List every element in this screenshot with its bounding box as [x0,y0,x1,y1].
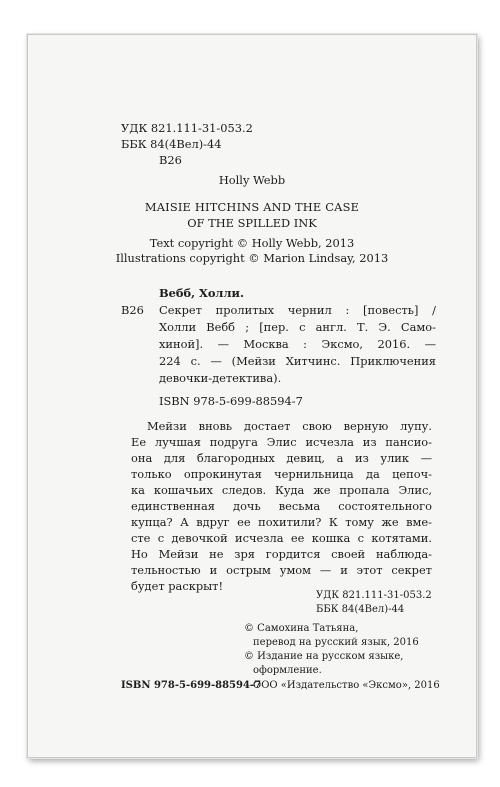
author-code: В26 [159,153,182,167]
catalog-heading: Вебб, Холли. [159,286,244,300]
annotation-line: купца? А вдруг ее похитили? К тому же вме- [131,515,432,529]
catalog-isbn: ISBN 978-5-699-88594-7 [159,394,303,408]
bottom-udk-code: УДК 821.111-31-053.2 [316,590,432,601]
catalog-line: Холли Вебб ; [пер. с англ. Т. Э. Само- [159,320,436,334]
edition-copyright: © Издание на русском языке, [244,651,404,662]
edition-copyright-detail: оформление. [253,665,322,676]
translator-copyright-detail: перевод на русский язык, 2016 [253,637,419,648]
publisher-copyright: ООО «Издательство «Эксмо», 2016 [253,680,440,691]
annotation-line: только опрокинутая чернильница да цепоч- [131,467,432,481]
title-en-line-2: OF THE SPILLED INK [187,216,317,230]
annotation-line: будет раскрыт! [131,579,224,593]
annotation-line: Ее лучшая подруга Элис исчезла из пансио- [131,435,432,449]
illustrations-copyright: Illustrations copyright © Marion Lindsay, 2013 [115,251,389,265]
catalog-code: В26 [121,303,144,317]
annotation-line: сте с девочкой исчезла ее кошка с котятами. [131,531,432,545]
title-en-line-1: MAISIE HITCHINS AND THE CASE [144,200,360,214]
annotation-line: ка кошачьих следов. Куда же пропала Элис, [131,483,432,497]
translator-copyright: © Самохина Татьяна, [244,623,359,634]
udk-code: УДК 821.111-31-053.2 [121,121,253,135]
bbk-code: ББК 84(4Вел)-44 [121,137,222,151]
author-name-en: Holly Webb [218,173,286,187]
annotation-line: тельностью и острым умом — и этот секрет [131,563,432,577]
catalog-line: девочки-детектива). [159,371,282,385]
annotation-line: Мейзи вновь достает свою верную лупу. [147,419,432,433]
bottom-bbk-code: ББК 84(4Вел)-44 [316,604,405,615]
text-copyright: Text copyright © Holly Webb, 2013 [149,236,355,250]
annotation-line: Но Мейзи не зря гордится своей наблюда- [131,547,432,561]
book-page [27,34,477,758]
annotation-line: она для благородных девиц, а из улик — [131,451,432,465]
catalog-line: Секрет пролитых чернил : [повесть] / [159,303,436,317]
catalog-line: хиной]. — Москва : Эксмо, 2016. — [159,337,436,351]
annotation-line: единственная дочь весьма состоятельного [131,499,432,513]
footer-isbn: ISBN 978-5-699-88594-7 [121,680,262,691]
catalog-line: 224 с. — (Мейзи Хитчинс. Приключения [159,354,436,368]
